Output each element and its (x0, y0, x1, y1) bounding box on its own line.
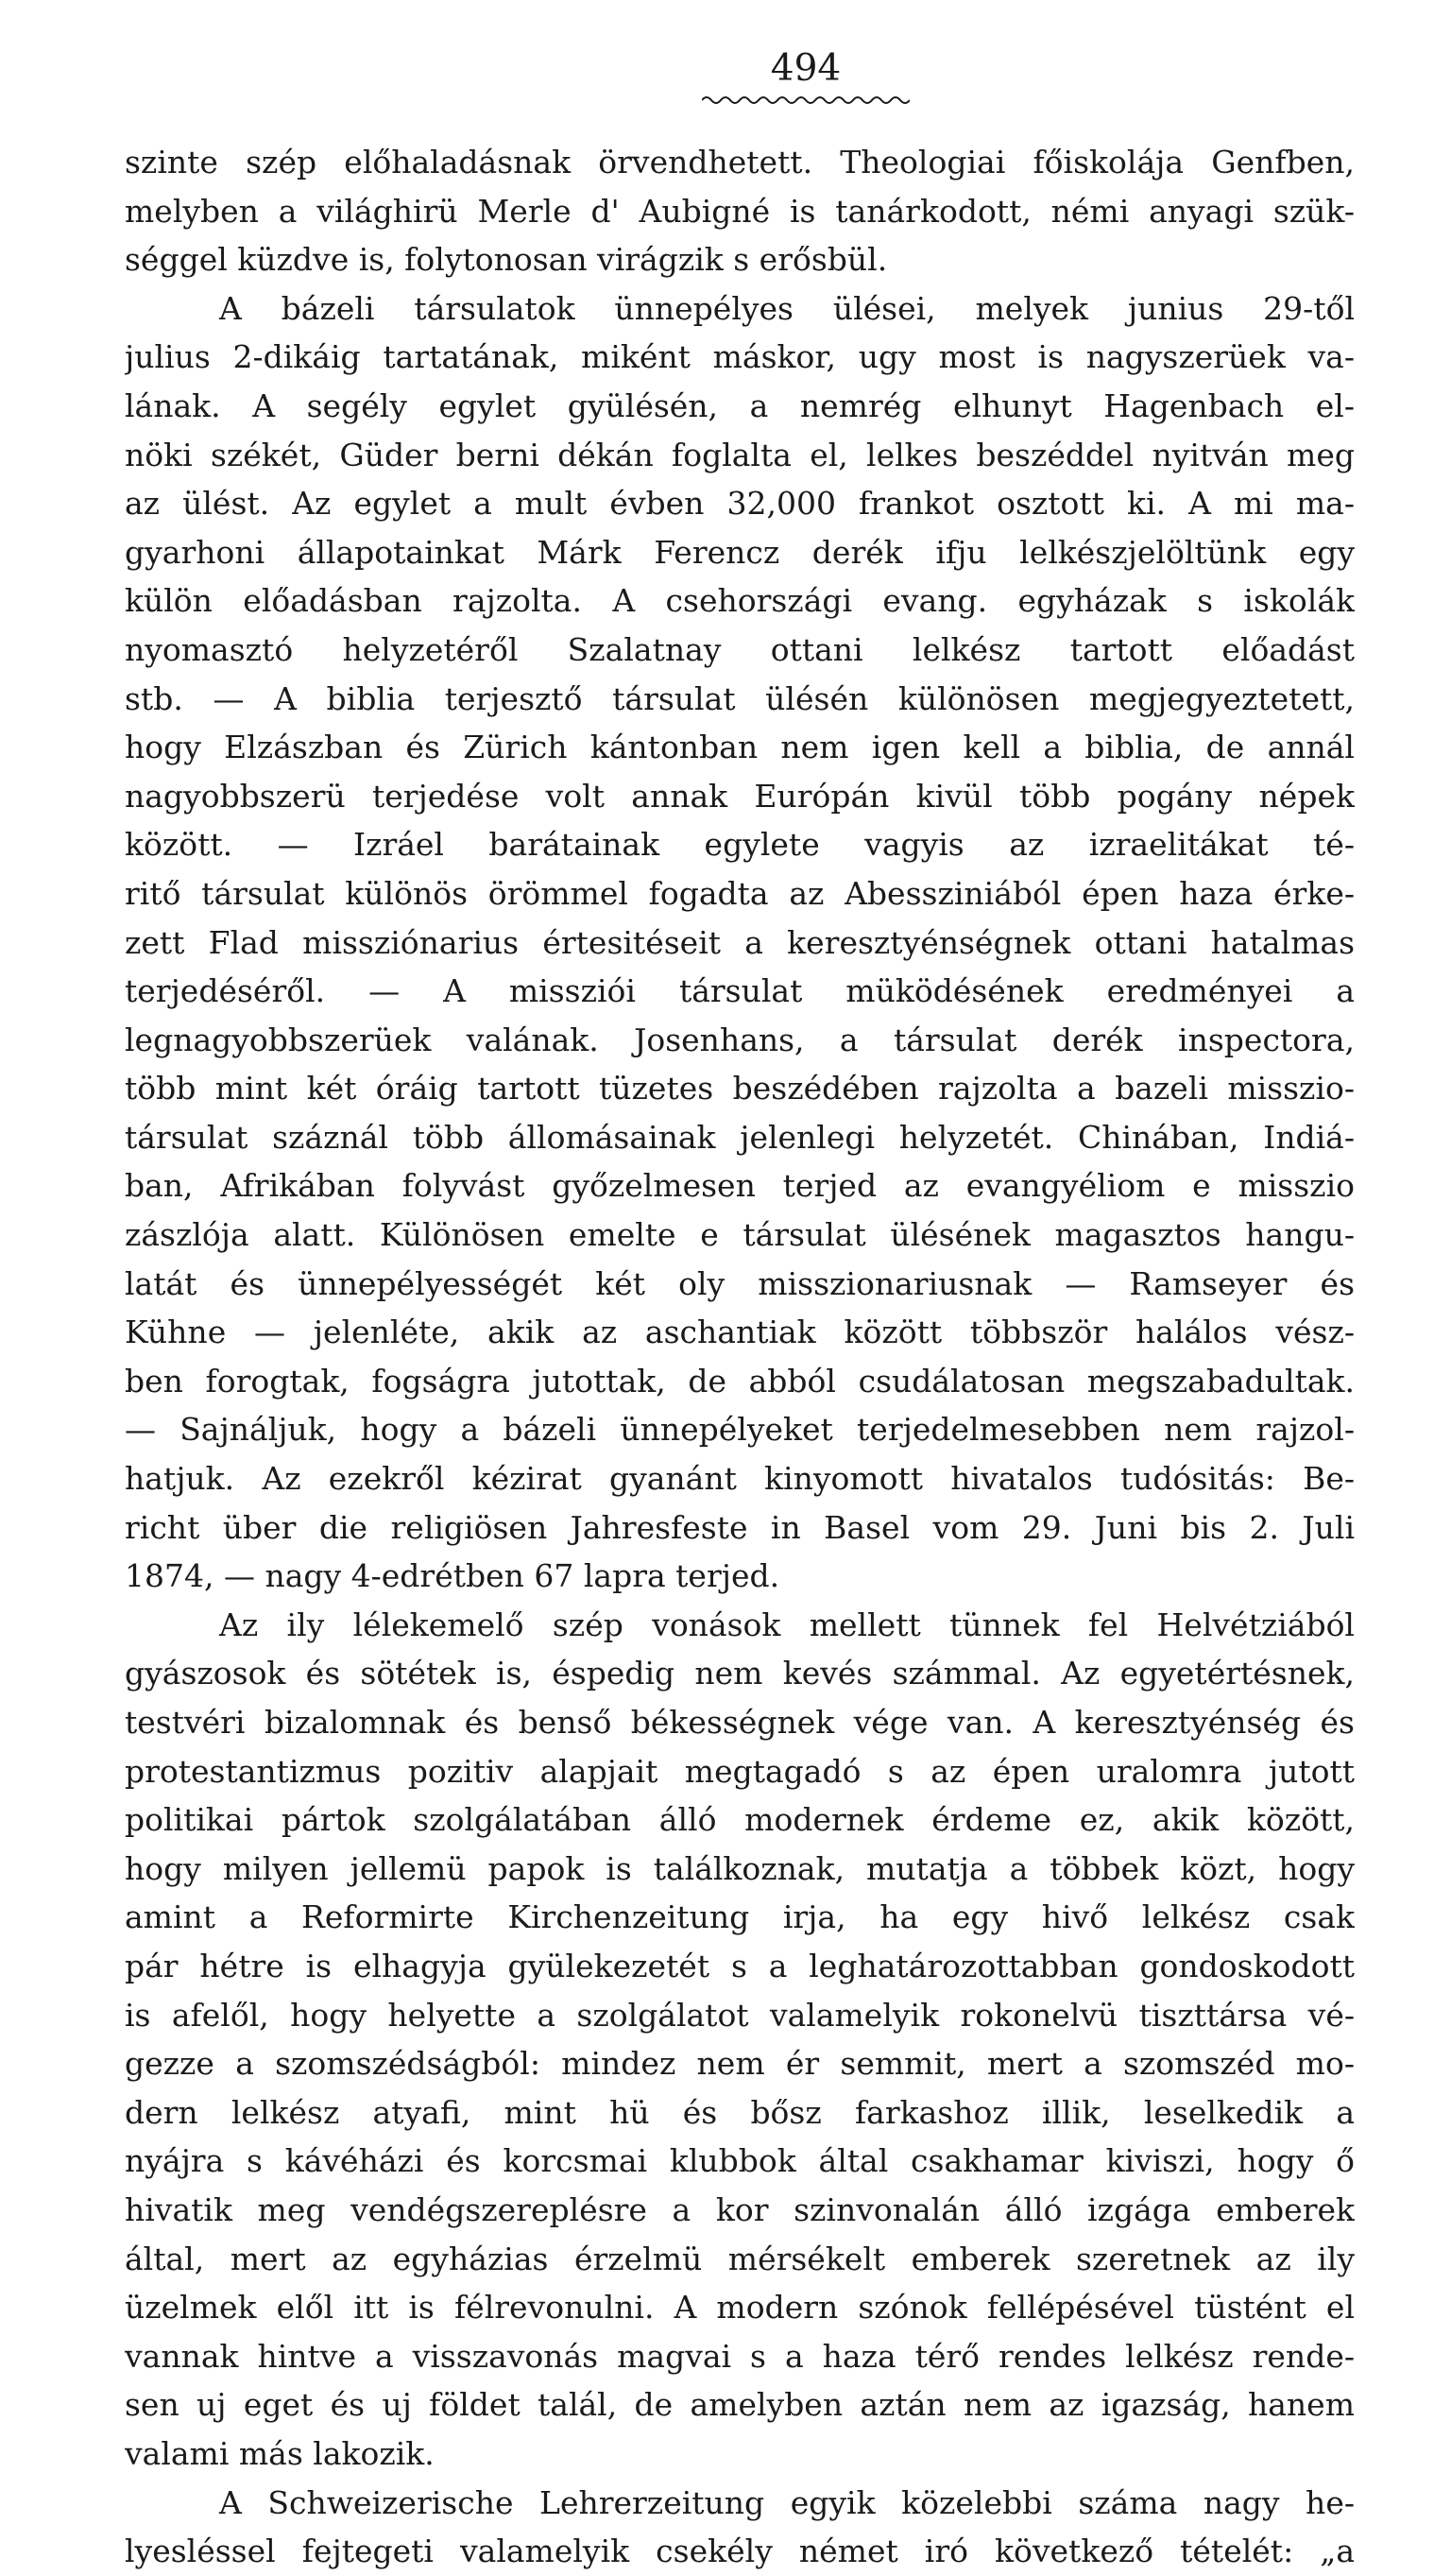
text-line: nagyobbszerü terjedése volt annak Európán kivül több pogány népek (125, 777, 1355, 815)
text-line: latát és ünnepélyességét két oly misszionariusnak — Ramseyer és (125, 1264, 1355, 1302)
text-line: külön előadásban rajzolta. A csehországi evang. egyházak s iskolák (125, 582, 1355, 620)
text-line: gyarhoni állapotainkat Márk Ferencz derék ifju lelkészjelöltünk egy (125, 533, 1355, 571)
text-line: politikai pártok szolgálatában álló modernek érdeme ez, akik között, (125, 1801, 1355, 1839)
text-line: sen uj eget és uj földet talál, de amelyben aztán nem az igazság, hanem (125, 2386, 1355, 2424)
text-line: Az ily lélekemelő szép vonások mellett tünnek fel Helvétziából (219, 1606, 1355, 1643)
text-line: nöki székét, Güder berni dékán foglalta el, lelkes beszéddel nyitván meg (125, 436, 1355, 473)
text-line: által, mert az egyházias érzelmü mérsékelt emberek szeretnek az ily (125, 2240, 1355, 2277)
text-line: testvéri bizalomnak és benső békességnek vége van. A keresztyénség és (125, 1704, 1355, 1741)
text-line: hatjuk. Az ezekről kézirat gyanánt kinyomott hivatalos tudósitás: Be- (125, 1460, 1355, 1498)
text-line: szinte szép előhaladásnak örvendhetett. Theologiai főiskolája Genfben, (125, 144, 1355, 180)
text-line: A bázeli társulatok ünnepélyes ülései, melyek junius 29-től (219, 289, 1355, 327)
text-line: társulat száznál több állomásainak jelenlegi helyzetét. Chinában, Indiá- (125, 1118, 1355, 1156)
text-line: hogy milyen jellemü papok is találkoznak, mutatja a többek közt, hogy (125, 1849, 1355, 1887)
text-line: zászlója alatt. Különösen emelte e társulat ülésének magasztos hangu- (125, 1216, 1355, 1254)
text-line: terjedéséről. — A missziói társulat müködésének eredményei a (125, 972, 1355, 1010)
text-line: amint a Reformirte Kirchenzeitung irja, ha egy hivő lelkész csak (125, 1898, 1355, 1936)
text-line: melyben a világhirü Merle d' Aubigné is tanárkodott, némi anyagi szük- (125, 192, 1355, 230)
text-line: séggel küzdve is, folytonosan virágzik s erősbül. (125, 241, 888, 279)
text-line: julius 2-dikáig tartatának, miként máskor, ugy most is nagyszerüek va- (125, 338, 1355, 376)
text-line: A Schweizerische Lehrerzeitung egyik közelebbi száma nagy he- (219, 2483, 1355, 2521)
text-line: gyászosok és sötétek is, éspedig nem kevés számmal. Az egyetértésnek, (125, 1655, 1355, 1692)
text-line: ritő társulat különös örömmel fogadta az Abessziniából épen haza érke- (125, 874, 1355, 912)
text-line: nyomasztó helyzetéről Szalatnay ottani lelkész tartott előadást (125, 630, 1355, 668)
text-line: vannak hintve a visszavonás magvai s a haza térő rendes lelkész rende- (125, 2337, 1355, 2375)
text-line: pár hétre is elhagyja gyülekezetét s a leghatározottabban gondoskodott (125, 1947, 1355, 1984)
text-line: gezze a szomszédságból: mindez nem ér semmit, mert a szomszéd mo- (125, 2045, 1355, 2083)
text-line: protestantizmus pozitiv alapjait megtagadó s az épen uralomra jutott (125, 1752, 1355, 1790)
text-line: lának. A segély egylet gyülésén, a nemrég elhunyt Hagenbach el- (125, 386, 1355, 424)
text-line: — Sajnáljuk, hogy a bázeli ünnepélyeket terjedelmesebben nem rajzol- (125, 1411, 1355, 1449)
paragraph (125, 2479, 1355, 2576)
text-line: 1874, — nagy 4-edrétben 67 lapra terjed. (125, 1557, 780, 1595)
text-line: az ülést. Az egylet a mult évben 32,000 frankot osztott ki. A mi ma- (125, 485, 1355, 523)
text-body (125, 138, 1355, 2576)
page-number: 494 (770, 47, 842, 90)
text-line: stb. — A biblia terjesztő társulat ülésén különösen megjegyeztetett, (125, 679, 1355, 717)
text-line: hivatik meg vendégszereplésre a kor szinvonalán álló izgága emberek (125, 2190, 1355, 2228)
wavy-ornament-icon (702, 91, 910, 110)
text-line: lyesléssel fejtegeti valamelyik csekély német iró következő tételét: „a (125, 2533, 1355, 2570)
text-line: legnagyobbszerüek valának. Josenhans, a társulat derék inspectora, (125, 1021, 1355, 1058)
paragraph (125, 1601, 1355, 2479)
text-line: ben forogtak, fogságra jutottak, de abból csudálatosan megszabadultak. (125, 1362, 1355, 1400)
document-page (125, 47, 1355, 2576)
text-line: richt über die religiösen Jahresfeste in Basel vom 29. Juni bis 2. Juli (125, 1508, 1355, 1546)
text-line: nyájra s kávéházi és korcsmai klubbok által csakhamar kiviszi, hogy ő (125, 2142, 1355, 2180)
text-line: ban, Afrikában folyvást győzelmesen terjed az evangyéliom e misszio (125, 1167, 1355, 1205)
text-line: valami más lakozik. (125, 2434, 435, 2472)
text-line: között. — Izráel barátainak egylete vagyis az izraelitákat té- (125, 826, 1355, 864)
paragraph (125, 138, 1355, 1601)
text-line: üzelmek elől itt is félrevonulni. A modern szónok fellépésével tüstént el (125, 2289, 1355, 2327)
text-line: is afelől, hogy helyette a szolgálatot valamelyik rokonelvü tiszttársa vé- (125, 1996, 1355, 2034)
text-line: dern lelkész atyafi, mint hü és bősz farkashoz illik, leselkedik a (125, 2093, 1355, 2131)
text-line: több mint két óráig tartott tüzetes beszédében rajzolta a bazeli misszio- (125, 1070, 1355, 1108)
text-line: Kühne — jelenléte, akik az aschantiak között többször halálos vész- (125, 1314, 1355, 1351)
text-line: zett Flad missziónarius értesitéseit a keresztyénségnek ottani hatalmas (125, 923, 1355, 961)
text-line: hogy Elzászban és Zürich kántonban nem igen kell a biblia, de annál (125, 729, 1355, 766)
